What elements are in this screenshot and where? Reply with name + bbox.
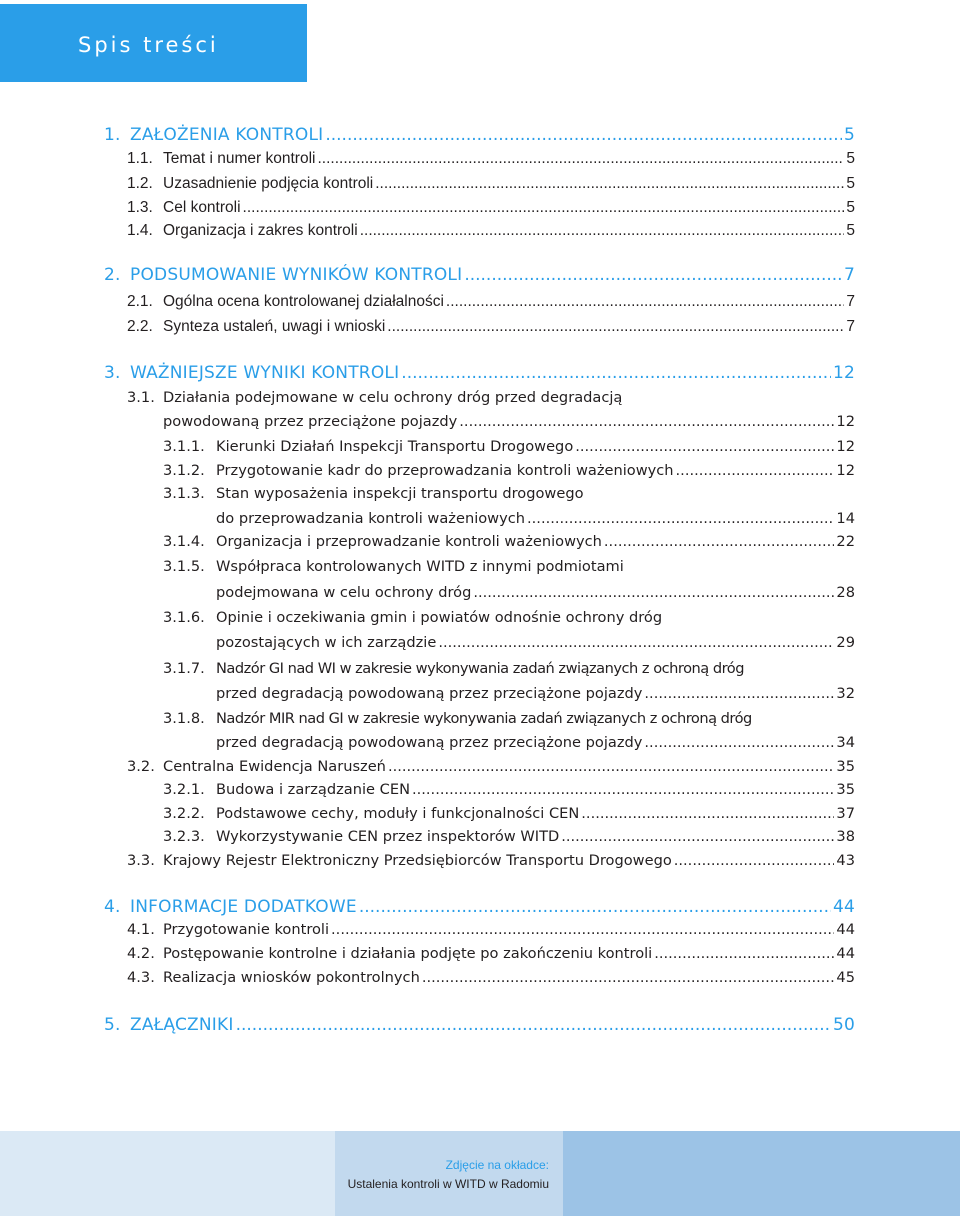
toc-entry-title: Stan wyposażenia inspekcji transportu drogowego [216, 485, 584, 502]
toc-entry[interactable] [127, 945, 855, 962]
toc-entry-page: 12 [836, 413, 855, 430]
toc-leader-dots [473, 584, 834, 601]
toc-entry[interactable] [163, 533, 855, 550]
toc-entry-number: 3.2.1. [163, 781, 205, 798]
toc-entry[interactable] [163, 413, 855, 430]
toc-entry-title: Uzasadnienie podjęcia kontroli [163, 175, 374, 192]
toc-entry-title: Synteza ustaleń, uwagi i wnioski [163, 318, 386, 335]
toc-entry[interactable] [127, 222, 855, 240]
toc-entry-number: 2. [104, 265, 121, 285]
toc-leader-dots [674, 852, 835, 869]
toc-entry-page: 5 [846, 175, 855, 192]
toc-entry[interactable] [127, 318, 855, 336]
toc-entry-title-continued: podejmowana w celu ochrony dróg [216, 584, 472, 601]
toc-entry-title-continued: powodowaną przez przeciążone pojazdy [163, 413, 458, 430]
toc-leader-dots [644, 734, 834, 751]
toc-entry-page: 7 [846, 318, 855, 335]
toc-leader-dots [604, 533, 835, 550]
toc-entry-title: Przygotowanie kadr do przeprowadzania kontroli ważeniowych [216, 462, 674, 479]
toc-entry-page: 43 [836, 852, 855, 869]
toc-entry-first-line[interactable] [163, 660, 744, 677]
toc-entry-chapter[interactable] [104, 1015, 855, 1035]
toc-entry-page: 7 [843, 265, 855, 285]
toc-entry-title: Krajowy Rejestr Elektroniczny Przedsiębiorców Transportu Drogowego [163, 852, 672, 869]
toc-leader-dots [401, 363, 831, 383]
toc-entry-page: 22 [836, 533, 855, 550]
toc-entry[interactable] [127, 293, 855, 311]
toc-entry-number: 3.2.2. [163, 805, 205, 822]
toc-entry-page: 37 [836, 805, 855, 822]
toc-leader-dots [325, 125, 842, 145]
toc-entry-page: 35 [836, 758, 855, 775]
toc-entry-title-continued: pozostających w ich zarządzie [216, 634, 437, 651]
toc-leader-dots [317, 150, 844, 168]
toc-leader-dots [388, 758, 834, 775]
footer-block-medium [335, 1131, 563, 1216]
toc-leader-dots [446, 293, 844, 311]
toc-entry-number: 3.1.2. [163, 462, 205, 479]
toc-entry-number: 4.1. [127, 921, 155, 938]
toc-leader-dots [644, 685, 834, 702]
toc-entry-number: 3.1.3. [163, 485, 205, 502]
toc-entry-page: 29 [836, 634, 855, 651]
toc-entry[interactable] [127, 175, 855, 193]
toc-entry-chapter[interactable] [104, 363, 855, 383]
toc-entry-title: Nadzór GI nad WI w zakresie wykonywania zadań związanych z ochroną dróg [216, 660, 744, 677]
toc-leader-dots [575, 438, 834, 455]
toc-entry-title: Organizacja i zakres kontroli [163, 222, 358, 239]
footer-block-dark [563, 1131, 960, 1216]
toc-entry[interactable] [127, 921, 855, 938]
toc-entry[interactable] [163, 781, 855, 798]
toc-entry-page: 14 [836, 510, 855, 527]
toc-leader-dots [561, 828, 834, 845]
toc-entry-page: 38 [836, 828, 855, 845]
toc-entry-title-continued: przed degradacją powodowaną przez przeciążone pojazdy [216, 734, 643, 751]
toc-entry-page: 12 [836, 462, 855, 479]
toc-entry[interactable] [163, 438, 855, 455]
toc-entry-number: 3.1.5. [163, 558, 205, 575]
toc-entry[interactable] [216, 510, 855, 527]
toc-entry-number: 3.2.3. [163, 828, 205, 845]
toc-leader-dots [375, 175, 844, 193]
toc-entry-page: 5 [846, 199, 855, 216]
toc-entry-title: Organizacja i przeprowadzanie kontroli ważeniowych [216, 533, 602, 550]
toc-entry-page: 50 [832, 1015, 855, 1035]
toc-entry[interactable] [127, 199, 855, 217]
toc-entry-page: 35 [836, 781, 855, 798]
toc-entry-title: Kierunki Działań Inspekcji Transportu Drogowego [216, 438, 574, 455]
toc-entry-number: 3.3. [127, 852, 155, 869]
toc-entry-number: 5. [104, 1015, 121, 1035]
toc-entry-page: 5 [843, 125, 855, 145]
toc-leader-dots [464, 265, 842, 285]
toc-entry-page: 44 [836, 945, 855, 962]
toc-entry-page: 12 [832, 363, 855, 383]
toc-entry-page: 5 [846, 150, 855, 167]
toc-entry-number: 3.1.7. [163, 660, 205, 677]
toc-entry-number: 4.3. [127, 969, 155, 986]
toc-entry[interactable] [163, 462, 855, 479]
toc-entry-title: ZAŁOŻENIA KONTROLI [130, 125, 324, 145]
toc-leader-dots [359, 897, 831, 917]
toc-entry-title-continued: przed degradacją powodowaną przez przeciążone pojazdy [216, 685, 643, 702]
toc-entry-page: 12 [836, 438, 855, 455]
toc-entry-chapter[interactable] [104, 265, 855, 285]
toc-leader-dots [676, 462, 835, 479]
toc-entry-number: 3.2. [127, 758, 155, 775]
toc-entry-chapter[interactable] [104, 897, 855, 917]
toc-entry[interactable] [127, 150, 855, 168]
toc-entry-title: Wykorzystywanie CEN przez inspektorów WITD [216, 828, 560, 845]
page-title: Spis treści [78, 33, 219, 57]
toc-entry[interactable] [216, 634, 855, 651]
toc-entry-title-continued: do przeprowadzania kontroli ważeniowych [216, 510, 526, 527]
toc-entry-page: 5 [846, 222, 855, 239]
toc-entry[interactable] [216, 584, 855, 601]
toc-entry-number: 4.2. [127, 945, 155, 962]
toc-leader-dots [654, 945, 834, 962]
toc-entry-title: Podstawowe cechy, moduły i funkcjonalności CEN [216, 805, 580, 822]
toc-entry[interactable] [127, 852, 855, 869]
toc-entry-number: 1. [104, 125, 121, 145]
toc-entry-title: PODSUMOWANIE WYNIKÓW KONTROLI [130, 265, 463, 285]
toc-entry-number: 1.3. [127, 199, 153, 216]
toc-entry[interactable] [127, 969, 855, 986]
toc-entry-page: 28 [836, 584, 855, 601]
toc-leader-dots [331, 921, 834, 938]
toc-entry-first-line[interactable] [127, 389, 622, 406]
toc-entry[interactable] [216, 685, 855, 702]
toc-entry-title: Nadzór MIR nad GI w zakresie wykonywania zadań związanych z ochroną dróg [216, 710, 752, 727]
toc-entry-title: Działania podejmowane w celu ochrony dróg przed degradacją [163, 389, 623, 406]
cover-photo-caption: Zdjęcie na okładce: [445, 1158, 549, 1172]
toc-entry-number: 3.1. [127, 389, 155, 406]
toc-entry-title: Przygotowanie kontroli [163, 921, 330, 938]
toc-entry-page: 44 [832, 897, 855, 917]
toc-entry-title: Ogólna ocena kontrolowanej działalności [163, 293, 444, 310]
toc-entry-page: 44 [836, 921, 855, 938]
toc-entry-title: Opinie i oczekiwania gmin i powiatów odnośnie ochrony dróg [216, 609, 663, 626]
footer-block-light [0, 1131, 335, 1216]
toc-entry[interactable] [163, 828, 855, 845]
toc-leader-dots [236, 1015, 831, 1035]
toc-entry-title: INFORMACJE DODATKOWE [130, 897, 357, 917]
toc-entry-title: Postępowanie kontrolne i działania podjęte po zakończeniu kontroli [163, 945, 653, 962]
toc-entry-title: Współpraca kontrolowanych WITD z innymi podmiotami [216, 558, 624, 575]
toc-entry[interactable] [216, 734, 855, 751]
toc-entry[interactable] [163, 805, 855, 822]
toc-entry-number: 1.2. [127, 175, 153, 192]
toc-entry[interactable] [127, 758, 855, 775]
toc-entry-number: 2.2. [127, 318, 153, 335]
toc-entry-number: 1.1. [127, 150, 153, 167]
toc-entry-number: 1.4. [127, 222, 153, 239]
toc-entry-title: Temat i numer kontroli [163, 150, 316, 167]
toc-entry-number: 3.1.8. [163, 710, 205, 727]
toc-leader-dots [438, 634, 834, 651]
toc-entry-title: Budowa i zarządzanie CEN [216, 781, 410, 798]
toc-entry-title: Realizacja wniosków pokontrolnych [163, 969, 420, 986]
toc-entry-chapter[interactable] [104, 125, 855, 145]
toc-entry-first-line[interactable] [163, 609, 662, 626]
toc-leader-dots [459, 413, 834, 430]
footer-band [0, 1131, 960, 1216]
cover-photo-description: Ustalenia kontroli w WITD w Radomiu [347, 1177, 549, 1191]
toc-entry-first-line[interactable] [163, 710, 752, 727]
toc-leader-dots [387, 318, 844, 336]
toc-entry-page: 7 [846, 293, 855, 310]
toc-entry-number: 3.1.4. [163, 533, 205, 550]
toc-entry-title: Centralna Ewidencja Naruszeń [163, 758, 386, 775]
toc-entry-title: WAŻNIEJSZE WYNIKI KONTROLI [130, 363, 400, 383]
toc-leader-dots [243, 199, 845, 217]
toc-entry-page: 32 [836, 685, 855, 702]
toc-entry-page: 45 [836, 969, 855, 986]
toc-entry-number: 2.1. [127, 293, 153, 310]
toc-leader-dots [422, 969, 835, 986]
toc-entry-page: 34 [836, 734, 855, 751]
toc-entry-number: 3.1.1. [163, 438, 205, 455]
toc-entry-number: 3.1.6. [163, 609, 205, 626]
toc-entry-number: 4. [104, 897, 121, 917]
toc-entry-first-line[interactable] [163, 558, 624, 575]
toc-leader-dots [360, 222, 845, 240]
toc-entry-first-line[interactable] [163, 485, 584, 502]
toc-entry-title: ZAŁĄCZNIKI [130, 1015, 234, 1035]
toc-leader-dots [527, 510, 834, 527]
toc-entry-title: Cel kontroli [163, 199, 241, 216]
toc-leader-dots [581, 805, 834, 822]
toc-leader-dots [412, 781, 834, 798]
toc-entry-number: 3. [104, 363, 121, 383]
